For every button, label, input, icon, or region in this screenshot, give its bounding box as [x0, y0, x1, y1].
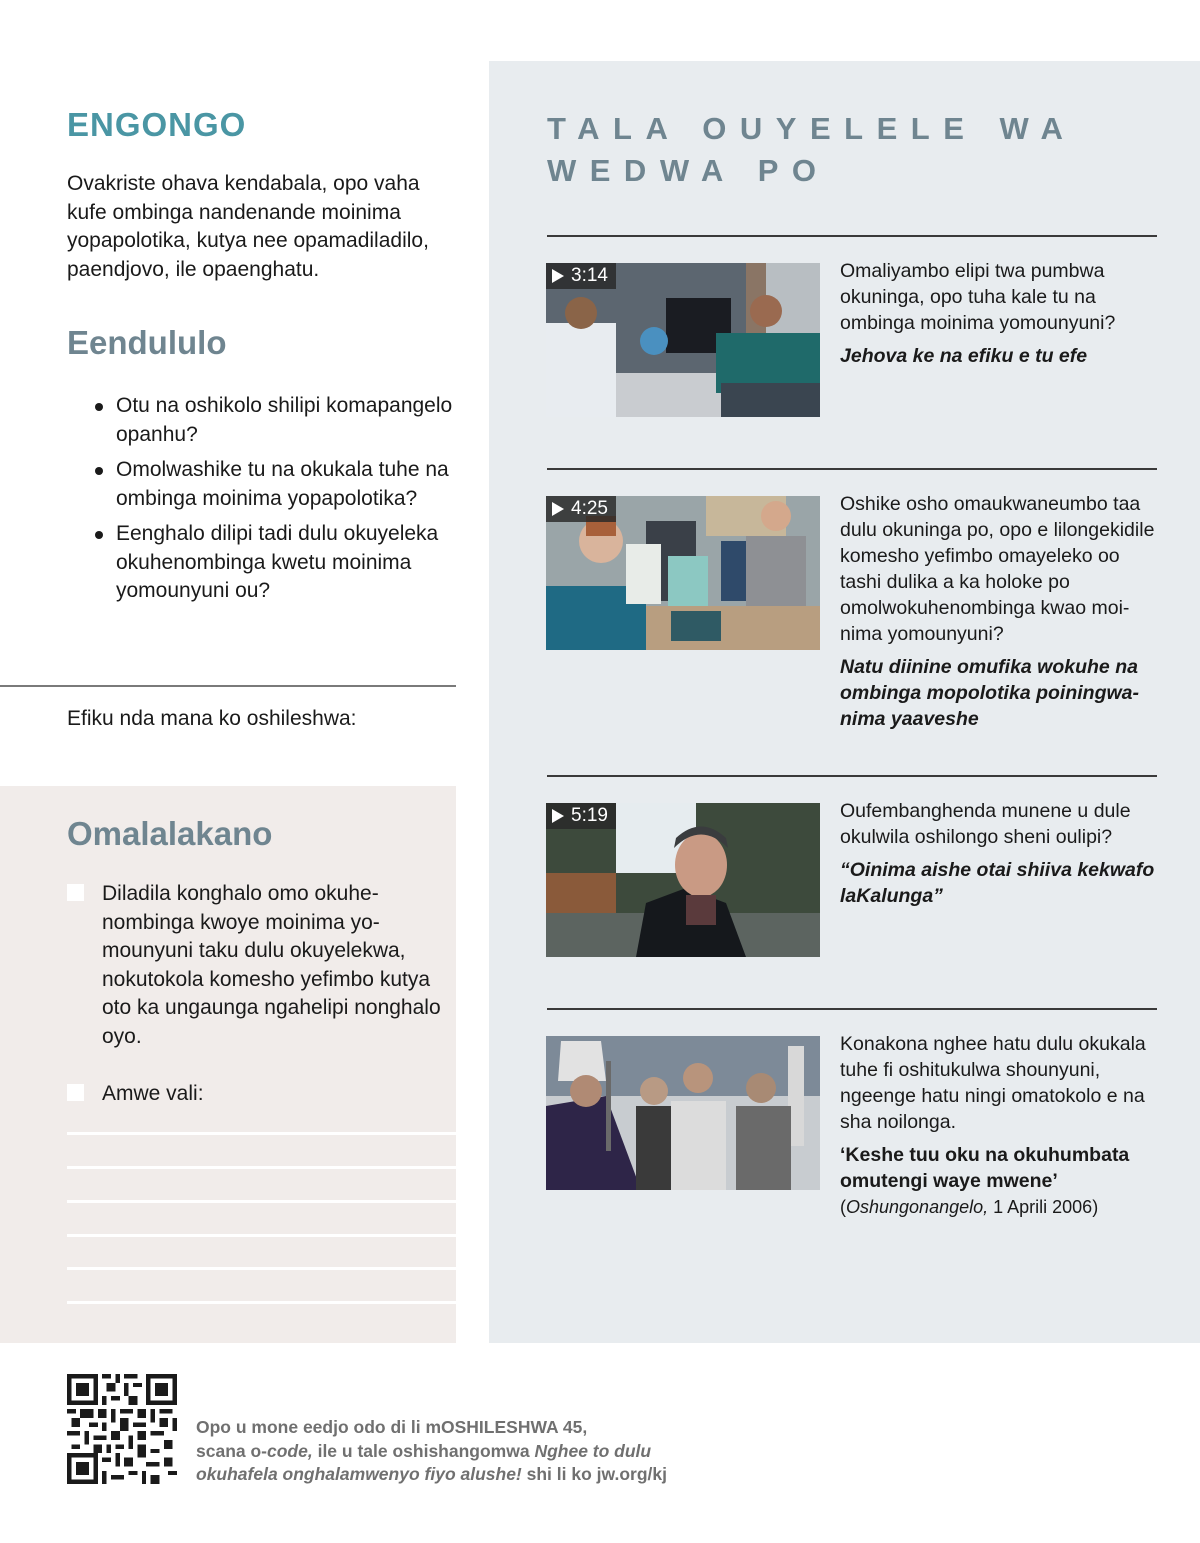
completion-date-label: Efiku nda mana ko oshileshwa: — [67, 707, 357, 730]
video-question: Omaliyambo elipi twa pumbwa okuninga, opo tuha kale tu na ombinga moinima yomounyuni? — [840, 260, 1116, 334]
separator — [547, 775, 1157, 777]
bullet-icon — [95, 403, 103, 411]
duration-badge — [546, 803, 616, 829]
writing-line[interactable] — [67, 1132, 456, 1135]
goal-task-text: Diladila konghalo omo okuhenombinga kwoye moinima yomounyuni taku dulu okuyelekwa, nokutokola komesho yefimbo kutya oto ka ungaunga ngahelipi nonghalo oyo. — [102, 882, 441, 1048]
question-text: Omolwashike tu na okukala tuhe na ombinga moinima yopapolotika? — [116, 458, 449, 510]
eendululo-heading: Eendululo — [67, 324, 227, 361]
footer-text-segment: ile u tale oshishangomwa — [312, 1440, 535, 1461]
duration-badge — [546, 263, 616, 289]
video-thumbnail[interactable] — [546, 263, 820, 417]
section-divider — [0, 685, 456, 687]
play-icon — [552, 502, 564, 516]
video-text — [840, 798, 1158, 909]
engongo-heading: ENGONGO — [67, 106, 247, 143]
article-thumbnail[interactable] — [546, 1036, 820, 1190]
qr-code[interactable] — [67, 1374, 177, 1484]
footer-text-segment: code, — [267, 1440, 313, 1461]
footer-text-segment: scana o- — [196, 1440, 267, 1461]
footer-line-3 — [196, 1463, 716, 1487]
article-question: Konakona nghee hatu dulu okukala tuhe fi oshitukulwa shounyuni, ngeenge hatu ningi omatokolo e na sha noilonga. — [840, 1033, 1146, 1133]
engongo-text: Ovakriste ohava kendabala, opo vaha kufe ombinga nandenande moinima yopapolotika, kutya nee opamadiladilo, paendjovo, ile opaenghatu. — [67, 172, 429, 281]
writing-line[interactable] — [67, 1166, 456, 1169]
further-reading-heading: TALA OUYELELE WA WEDWA PO — [547, 111, 1076, 188]
footer-text-segment: Nghee to dulu — [534, 1440, 652, 1461]
article-title[interactable]: ‘Keshe tuu oku na okuhumbata omutengi waye mwene’ — [840, 1144, 1130, 1192]
video-thumbnail[interactable] — [546, 496, 820, 650]
goal-checkbox[interactable] — [67, 1084, 84, 1101]
question-list — [92, 392, 462, 613]
question-item — [92, 456, 462, 513]
ref-date: 1 Aprili 2006) — [988, 1197, 1099, 1217]
writing-line[interactable] — [67, 1301, 456, 1304]
question-item — [92, 392, 462, 449]
play-icon — [552, 809, 564, 823]
video-question: Oufembanghenda munene u dule okulwila oshilongo sheni oulipi? — [840, 800, 1131, 848]
separator — [547, 235, 1157, 237]
duration-text: 3:14 — [571, 265, 608, 286]
goal-checkbox[interactable] — [67, 884, 84, 901]
video-title[interactable]: “Oinima aishe otai shiiva kekwafo laKalunga” — [840, 859, 1155, 907]
bullet-icon — [95, 467, 103, 475]
footer-line-1: Opo u mone eedjo odo di li mOSHILESHWA 45, — [196, 1417, 588, 1437]
goal-task-other — [67, 1080, 442, 1109]
omalalakano-heading: Omalalakano — [67, 815, 273, 852]
writing-line[interactable] — [67, 1200, 456, 1203]
footer-line-2 — [196, 1440, 716, 1464]
illustration-image — [546, 1036, 820, 1190]
goals-panel — [0, 786, 456, 1343]
ref-paren: ( — [840, 1197, 846, 1217]
question-item — [92, 520, 462, 606]
footer-text-segment: okuhafela onghalamwenyo fiyo alushe! — [196, 1464, 522, 1484]
bullet-icon — [95, 531, 103, 539]
play-icon — [552, 269, 564, 283]
video-question: Oshike osho omaukwaneumbo taa dulu okuninga po, opo e lilongekidile komesho yefimbo omayeleko oo tashi dulika a ka holoke po omolwokuhenombinga kwao moinima yomounyuni? — [840, 493, 1155, 645]
separator — [547, 1008, 1157, 1010]
goal-task — [67, 880, 442, 1051]
footer-link[interactable]: shi li ko jw.org/kj — [521, 1464, 667, 1484]
writing-line[interactable] — [67, 1267, 456, 1270]
video-text — [840, 491, 1158, 732]
duration-text: 4:25 — [571, 498, 608, 519]
video-thumbnail[interactable] — [546, 803, 820, 957]
video-title[interactable]: Jehova ke na efiku e tu efe — [840, 345, 1088, 367]
goal-task-text: Amwe vali: — [102, 1082, 204, 1105]
question-text: Eenghalo dilipi tadi dulu okuyeleka okuhenombinga kwetu moinima yomounyuni ou? — [116, 522, 439, 602]
article-reference — [840, 1194, 1158, 1220]
ref-publication: Oshungonangelo, — [846, 1197, 989, 1217]
writing-line[interactable] — [67, 1234, 456, 1237]
question-text: Otu na oshikolo shilipi komapangelo opanhu? — [116, 394, 453, 446]
duration-badge — [546, 496, 616, 522]
video-title[interactable]: Natu diinine omufika wokuhe na ombinga mopolotika poiningwanima yaaveshe — [840, 656, 1139, 730]
duration-text: 5:19 — [571, 805, 608, 826]
qr-code-icon — [67, 1374, 177, 1484]
article-text — [840, 1031, 1158, 1220]
footer-note — [196, 1416, 716, 1487]
video-text — [840, 258, 1158, 369]
separator — [547, 468, 1157, 470]
